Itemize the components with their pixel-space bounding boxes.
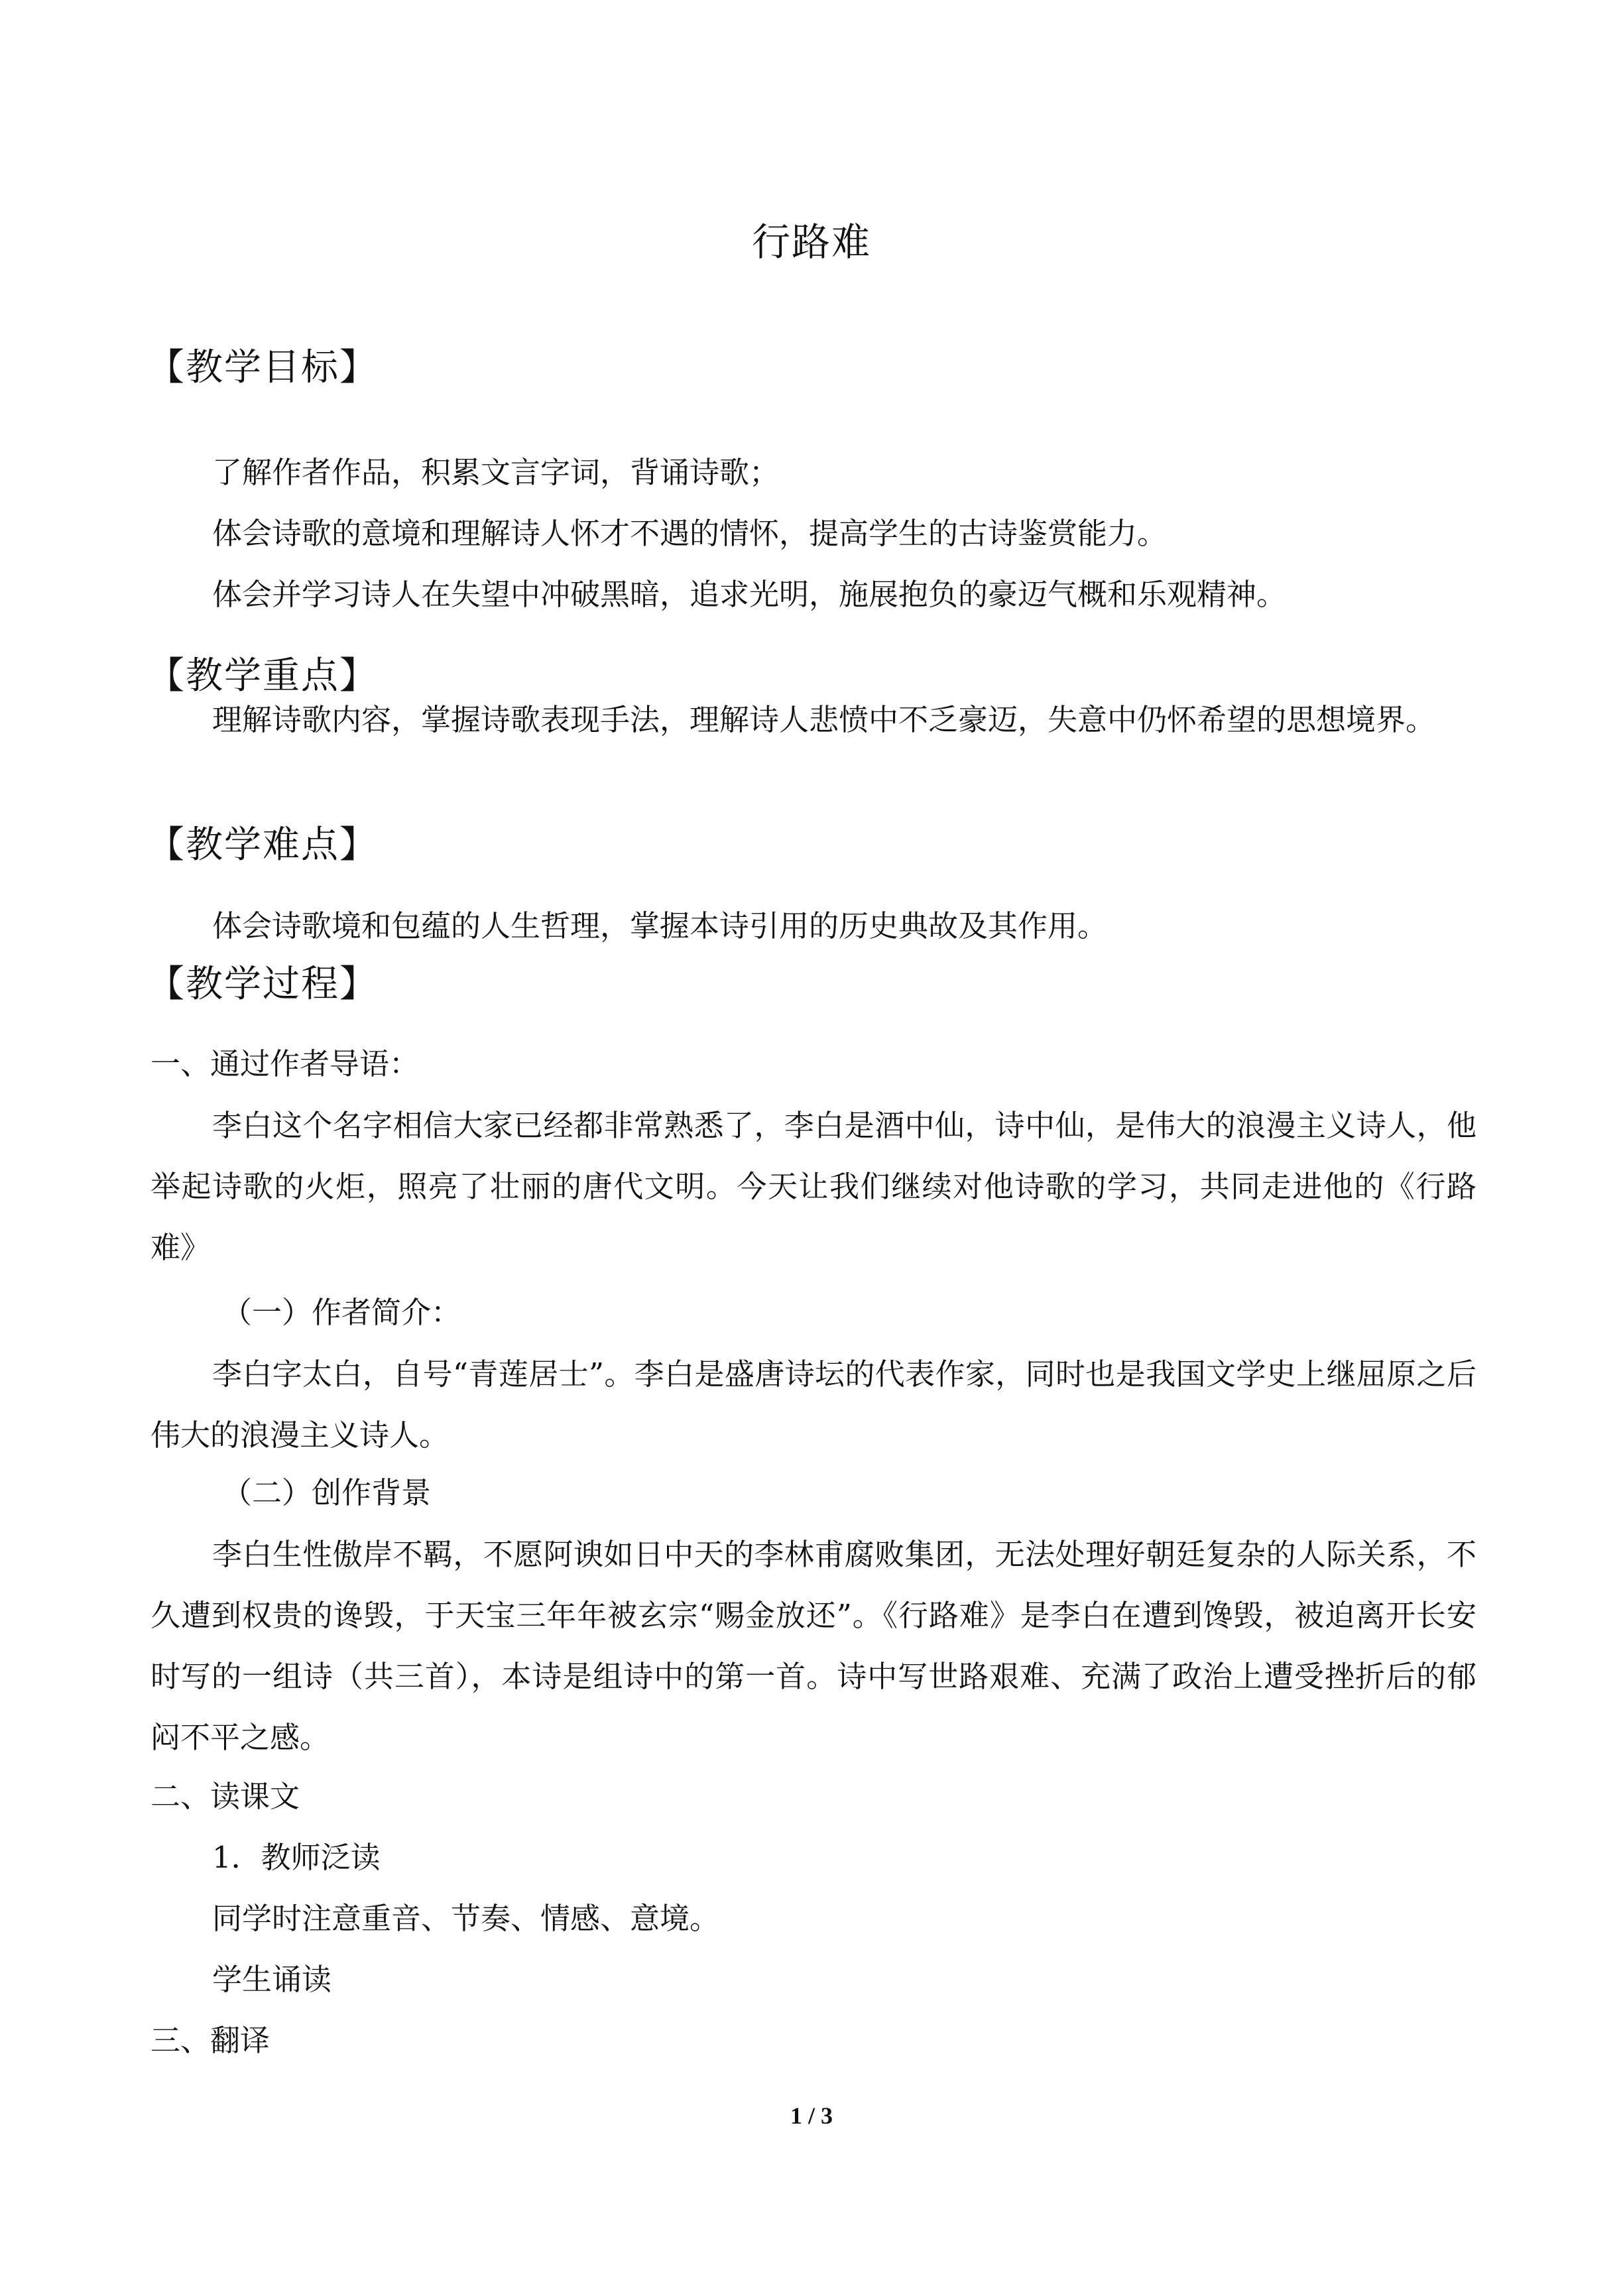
teaching-process-heading: 【教学过程】	[147, 963, 378, 1006]
goal-2: 体会诗歌的意境和理解诗人怀才不遇的情怀，提高学生的古诗鉴赏能力。	[212, 516, 1168, 551]
reading-note-1: 同学时注意重音、节奏、情感、意境。	[212, 1901, 720, 1936]
subsection-author-heading: （一）作者简介：	[222, 1295, 461, 1330]
background-paragraph: 李白生性傲岸不羁，不愿阿谀如日中天的李林甫腐败集团，无法处理好朝廷复杂的人际关系，不久遭到权贵的谗毁，于天宝三年年被玄宗“赐金放还”。《行路难》是李白在遭到馋毁，被迫离开长安时写的一组诗（共三首），本诗是组诗中的第一首。诗中写世路艰难、充满了政治上遭受挫折后的郁闷不平之感。	[150, 1537, 1476, 1755]
key-points-text: 理解诗歌内容，掌握诗歌表现手法，理解诗人悲愤中不乏豪迈，失意中仍怀希望的思想境界。	[212, 702, 1436, 737]
goal-1: 了解作者作品，积累文言字词，背诵诗歌；	[212, 455, 780, 490]
author-paragraph: 李白字太白，自号“青莲居士”。李白是盛唐诗坛的代表作家，同时也是我国文学史上继屈原之后伟大的浪漫主义诗人。	[150, 1357, 1476, 1453]
page-number: 1 / 3	[790, 2102, 833, 2129]
teaching-goals-heading: 【教学目标】	[147, 346, 378, 389]
subsection-background-heading: （二）创作背景	[222, 1475, 432, 1510]
goal-3: 体会并学习诗人在失望中冲破黑暗，追求光明，施展抱负的豪迈气概和乐观精神。	[212, 577, 1287, 612]
section-3-heading: 三、翻译	[150, 2023, 270, 2058]
section-1-heading: 一、通过作者导语：	[150, 1046, 420, 1081]
document-title: 行路难	[751, 219, 871, 265]
teaching-difficulties-heading: 【教学难点】	[147, 823, 378, 867]
section-2-heading: 二、读课文	[150, 1779, 300, 1814]
difficulties-text: 体会诗歌境和包蕴的人生哲理，掌握本诗引用的历史典故及其作用。	[212, 908, 1108, 943]
teaching-key-points-heading: 【教学重点】	[147, 654, 378, 697]
intro-paragraph: 李白这个名字相信大家已经都非常熟悉了，李白是酒中仙，诗中仙，是伟大的浪漫主义诗人，他举起诗歌的火炬，照亮了壮丽的唐代文明。今天让我们继续对他诗歌的学习，共同走进他的《行路难》	[150, 1108, 1476, 1265]
reading-item-1: 1．教师泛读	[212, 1840, 381, 1875]
reading-note-2: 学生诵读	[212, 1962, 332, 1997]
